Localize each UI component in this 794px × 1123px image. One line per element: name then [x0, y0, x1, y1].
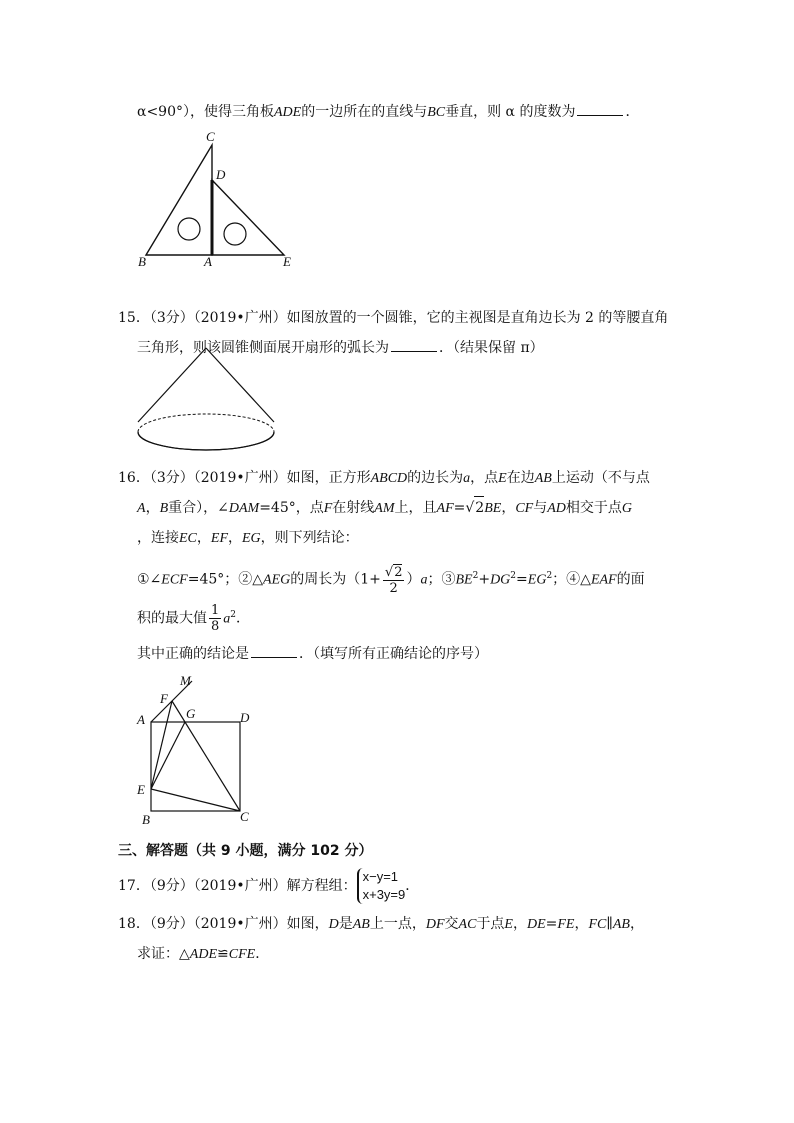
- q18-text-part: 上一点，: [369, 916, 426, 932]
- q18-text-part: 交: [444, 916, 459, 932]
- q16-line6: [137, 643, 488, 665]
- equation-2: x+3y=9: [362, 887, 406, 902]
- q16-text-part: 的面: [616, 571, 645, 588]
- q18-text-part: ∥: [606, 916, 613, 932]
- label-e: E: [137, 782, 145, 797]
- q14-text-part: 垂直，则 α 的度数为: [445, 104, 576, 120]
- segment-ec: [151, 789, 240, 811]
- q16-var: DAM: [228, 501, 260, 516]
- q18-text-part: ，: [574, 916, 589, 932]
- q16-text-part: =: [453, 500, 466, 516]
- cone-figure: [130, 340, 280, 460]
- q14-text: [137, 101, 639, 124]
- frac-num: 1: [211, 603, 220, 619]
- q16-var: BE: [484, 501, 502, 516]
- q16-text-part: 的边长为: [407, 470, 464, 486]
- q16-text-part: 上，且: [394, 500, 437, 516]
- q18-var: E: [504, 917, 513, 932]
- label-a: A: [204, 254, 212, 269]
- q16-text-part: =: [516, 571, 528, 588]
- q15-line1: 15．（3分）（2019•广州）如图放置的一个圆锥，它的主视图是直角边长为 2 的等腰直角: [118, 310, 669, 326]
- q16-text-part: 在边: [506, 470, 535, 486]
- q16-text-part: 16．（3分）（2019•广州）如图，正方形: [118, 470, 371, 486]
- triangle-hole-right: [224, 223, 246, 245]
- q14-text-part: ．: [625, 104, 640, 120]
- q16-fraction-one-eighth: [209, 603, 221, 634]
- q18-var: CFE: [228, 947, 256, 962]
- q16-text-part: ，: [228, 530, 242, 546]
- q16-text-part: =45°，点: [259, 500, 324, 516]
- triangle-abc: [146, 145, 212, 255]
- q18-var: ADE: [189, 947, 217, 962]
- q16-var: ECF: [161, 572, 188, 588]
- q16-text-part: 积的最大值: [137, 610, 207, 627]
- q18-var: DE: [526, 917, 546, 932]
- cone-side-right: [206, 348, 274, 422]
- q16-text-part: ）: [406, 571, 421, 588]
- q14-text-part: 的一边所在的直线与: [301, 104, 428, 120]
- q16-text-part: 的周长为（1+: [290, 571, 381, 588]
- frac-num: 2: [394, 564, 403, 580]
- label-c: C: [206, 129, 215, 144]
- q18-var: AB: [352, 917, 370, 932]
- q16-text-part: ，连接: [137, 530, 179, 546]
- q16-text-part: 上运动（不与点: [551, 470, 650, 486]
- q16-var: AM: [374, 501, 395, 516]
- q18-text-part: 18．（9分）（2019•广州）如图，: [118, 916, 329, 932]
- q16-text-part: ，点: [470, 470, 499, 486]
- q14-var: BC: [427, 105, 446, 120]
- q16-sup: 2: [230, 610, 237, 620]
- frac-den: 2: [389, 580, 398, 596]
- q18-var: AC: [458, 917, 477, 932]
- label-m: M: [180, 673, 191, 688]
- q18-var: D: [328, 917, 339, 932]
- label-d: D: [216, 167, 226, 182]
- cone-side-left: [138, 348, 206, 422]
- segment-eg: [151, 722, 185, 789]
- equation-system: [357, 868, 406, 904]
- q16-text-part: ①∠: [137, 571, 162, 588]
- q16-var: DG: [490, 572, 511, 588]
- q14-triangle-figure: [130, 125, 305, 270]
- q16-sqrt: 2: [474, 496, 484, 519]
- q16-var: F: [323, 501, 333, 516]
- q16-text-part: ．: [236, 610, 251, 627]
- cone-base-front: [138, 432, 274, 450]
- segment-ef: [151, 701, 172, 789]
- q16-text-part: ，: [145, 500, 160, 516]
- q16-var: A: [137, 501, 146, 516]
- q18-text-part: ，: [512, 916, 527, 932]
- q16-square-figure: [130, 672, 270, 832]
- q16-text-part: 在射线: [332, 500, 375, 516]
- q16-var: G: [621, 501, 632, 516]
- cone-base-back-dashed: [138, 414, 274, 432]
- label-b: B: [142, 812, 150, 827]
- q15-text-part: 三角形，则该圆锥侧面展开扇形的弧长为: [137, 340, 389, 356]
- q16-text-part: ，: [501, 500, 516, 516]
- q16-text-part: ，则下列结论：: [260, 530, 359, 546]
- q16-var: EG: [242, 531, 261, 546]
- q16-var: EF: [210, 531, 228, 546]
- q18-line2: [137, 943, 269, 966]
- q15-text-part: ．（结果保留 π）: [439, 340, 544, 356]
- triangle-hole-left: [178, 218, 200, 240]
- answer-blank: [391, 339, 437, 352]
- q18-var: DF: [425, 917, 445, 932]
- q16-text-part: 与: [533, 500, 548, 516]
- q16-text-part: ．（填写所有正确结论的序号）: [299, 646, 488, 662]
- q16-text-part: ；④△: [552, 571, 591, 588]
- q18-text-part: 于点: [476, 916, 505, 932]
- q16-text-part: =45°；②△: [187, 571, 264, 588]
- q16-var: B: [159, 501, 169, 516]
- q18-var: FE: [557, 917, 575, 932]
- label-e: E: [283, 254, 291, 269]
- q14-var: ADE: [274, 105, 302, 120]
- triangle-ade: [212, 180, 284, 255]
- label-d: D: [240, 710, 250, 725]
- q16-var: AF: [436, 501, 454, 516]
- q18-text-part: ≌: [217, 946, 229, 962]
- q18-text-part: ，: [629, 916, 644, 932]
- q16-var: a: [420, 572, 428, 588]
- q14-text-part: α<90°），使得三角板: [137, 104, 274, 120]
- q18-text-part: 是: [338, 916, 353, 932]
- answer-blank: [577, 103, 623, 116]
- q16-line5: [137, 597, 250, 638]
- q16-var: BE: [455, 572, 473, 588]
- q17-line: [118, 866, 419, 906]
- q16-sup: 2: [472, 571, 479, 581]
- q18-line1: [118, 913, 644, 936]
- q16-text-part: ；③: [427, 571, 456, 588]
- q16-line1: [118, 467, 650, 490]
- q18-text-part: =: [545, 916, 558, 932]
- q16-var: E: [498, 471, 507, 486]
- q16-text-part: 其中正确的结论是: [137, 646, 249, 662]
- q16-var: a: [223, 611, 231, 627]
- q16-var: AB: [534, 471, 552, 486]
- segment-fc: [172, 701, 240, 811]
- equation-1: x−y=1: [362, 869, 399, 884]
- label-f: F: [160, 691, 168, 706]
- q16-text-part: 相交于点: [565, 500, 622, 516]
- answer-blank: [251, 645, 297, 658]
- q16-text-part: +: [478, 571, 491, 588]
- q16-text-part: ，: [196, 530, 211, 546]
- q16-var: ABCD: [370, 471, 408, 486]
- q18-text-part: ．: [255, 946, 270, 962]
- q16-var: AEG: [263, 572, 291, 588]
- q16-var: a: [463, 471, 471, 486]
- q16-sup: 2: [546, 571, 553, 581]
- q16-sup: 2: [510, 571, 517, 581]
- q17-text-part: ．: [405, 878, 420, 894]
- label-b: B: [138, 254, 146, 269]
- q16-var: EAF: [590, 572, 617, 588]
- q16-fraction-sqrt2-over-2: $\frac{√2}{2}$: [384, 564, 403, 596]
- q18-var: AB: [612, 917, 630, 932]
- q16-line3: [137, 527, 359, 550]
- q16-var: CF: [515, 501, 534, 516]
- label-a: A: [137, 712, 145, 727]
- label-g: G: [186, 706, 196, 721]
- q16-text-part: 重合），∠: [168, 500, 229, 516]
- q16-var: AD: [547, 501, 566, 516]
- q16-var: EC: [179, 531, 197, 546]
- q16-line4: [137, 558, 645, 599]
- q16-var: EG: [527, 572, 547, 588]
- frac-den: 8: [211, 619, 220, 635]
- q18-text-part: 求证：△: [137, 946, 190, 962]
- label-c: C: [240, 809, 249, 824]
- q18-var: FC: [588, 917, 607, 932]
- cone-base-back-dashed-line: [138, 414, 274, 432]
- q17-text-part: 17．（9分）（2019•广州）解方程组：: [118, 878, 357, 894]
- q16-line2: A，B重合），∠DAM=45°，点F在射线AM上，且AF=√2BE，CF与AD相交于点G: [137, 496, 632, 520]
- section-heading: 三、解答题（共 9 小题，满分 102 分）: [118, 843, 373, 859]
